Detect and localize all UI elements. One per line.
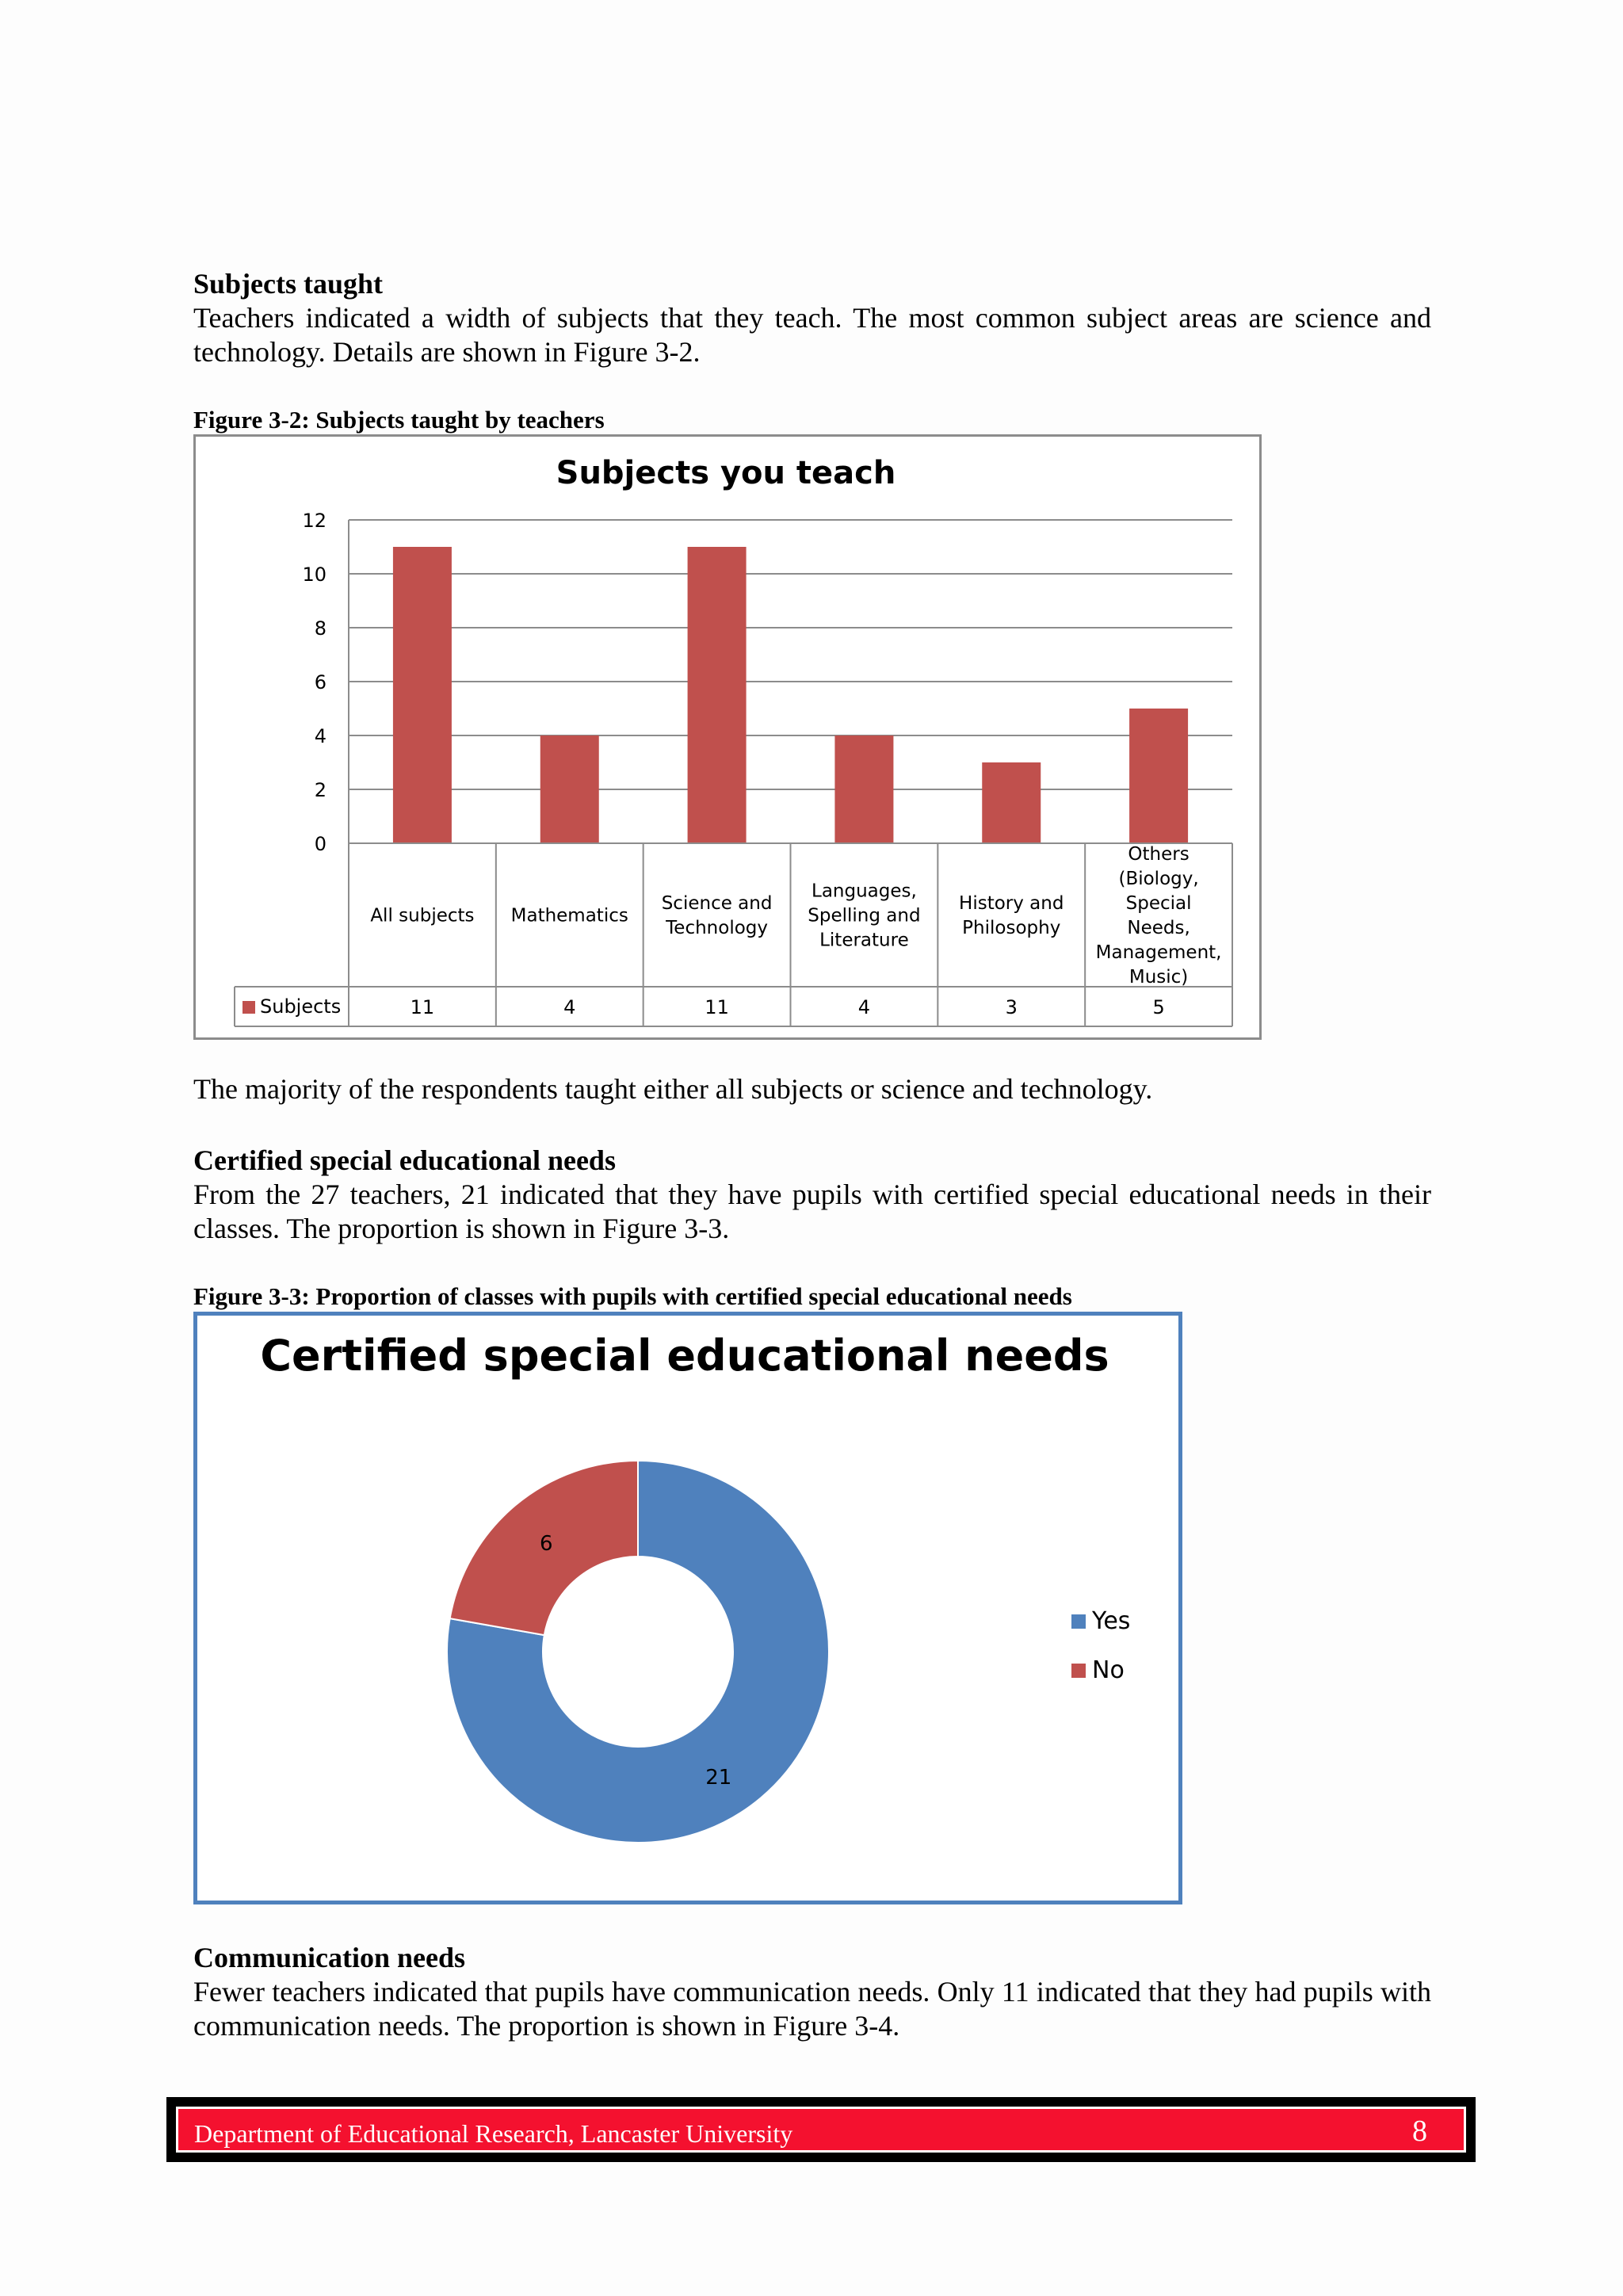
y-tick-label: 6 <box>314 671 327 693</box>
legend-swatch <box>242 1001 255 1014</box>
data-label: 4 <box>857 996 871 1018</box>
section-body: Teachers indicated a width of subjects that they teach. The most common subject areas are science and technology. Details are shown in Figure 3-2. <box>193 302 1431 368</box>
y-tick-label: 10 <box>302 563 327 586</box>
category-label: Mathematics <box>510 905 628 926</box>
footer-text: Department of Educational Research, Lancaster University <box>194 2119 793 2148</box>
section-subjects <box>193 267 1431 369</box>
page-footer <box>166 2097 1476 2162</box>
section-body: From the 27 teachers, 21 indicated that they have pupils with certified special educational needs in their classes. The proportion is shown in Figure 3-3. <box>193 1179 1431 1244</box>
section-heading: Communication needs <box>193 1942 466 1973</box>
y-tick-label: 4 <box>314 725 327 747</box>
legend-swatch <box>1071 1664 1086 1678</box>
category-label: Others (Biology, Special Needs, Management, Music) <box>1095 844 1222 988</box>
section-communication <box>193 1941 1431 2043</box>
footer-band <box>176 2107 1466 2153</box>
data-label: 11 <box>410 996 435 1018</box>
bar <box>393 547 452 843</box>
y-tick-label: 2 <box>314 779 327 801</box>
data-label: 3 <box>1005 996 1018 1018</box>
category-label: All subjects <box>370 905 475 926</box>
data-label: 21 <box>705 1766 732 1790</box>
figure-caption: Figure 3-3: Proportion of classes with pupils with certified special educational needs <box>193 1282 1072 1310</box>
data-label: 11 <box>705 996 729 1018</box>
y-tick-label: 8 <box>314 617 327 640</box>
chart-title: Subjects you teach <box>556 455 896 491</box>
legend-label: Subjects <box>260 995 342 1018</box>
section-body: Fewer teachers indicated that pupils have communication needs. Only 11 indicated that they had pupils with communication needs. The proportion is shown in Figure 3-4. <box>193 1976 1431 2042</box>
subjects-bar-chart <box>193 434 1262 1040</box>
data-label: 5 <box>1152 996 1165 1018</box>
page-number: 8 <box>1412 2115 1427 2148</box>
y-tick-label: 12 <box>302 510 327 532</box>
legend-label: No <box>1092 1656 1125 1684</box>
summary-text: The majority of the respondents taught either all subjects or science and technology. <box>193 1073 1153 1105</box>
y-tick-label: 0 <box>314 833 327 855</box>
category-label: History and Philosophy <box>959 893 1064 938</box>
section-certified <box>193 1144 1431 1246</box>
section-heading: Certified special educational needs <box>193 1144 616 1176</box>
data-label: 6 <box>540 1532 553 1557</box>
data-label: 4 <box>563 996 576 1018</box>
bar <box>1129 709 1188 843</box>
chart-title: Certified special educational needs <box>260 1331 1109 1381</box>
category-label: Languages, Spelling and Literature <box>808 881 921 951</box>
certified-donut-chart <box>193 1312 1182 1904</box>
category-label: Science and Technology <box>661 893 773 938</box>
section-summary <box>193 1072 1431 1106</box>
section-heading: Subjects taught <box>193 268 384 300</box>
legend-swatch <box>1071 1614 1086 1629</box>
figure-caption: Figure 3-2: Subjects taught by teachers <box>193 406 605 434</box>
bar <box>688 547 747 843</box>
legend-label: Yes <box>1092 1607 1131 1635</box>
bar <box>982 762 1041 843</box>
bar <box>540 735 599 843</box>
bar <box>834 735 893 843</box>
